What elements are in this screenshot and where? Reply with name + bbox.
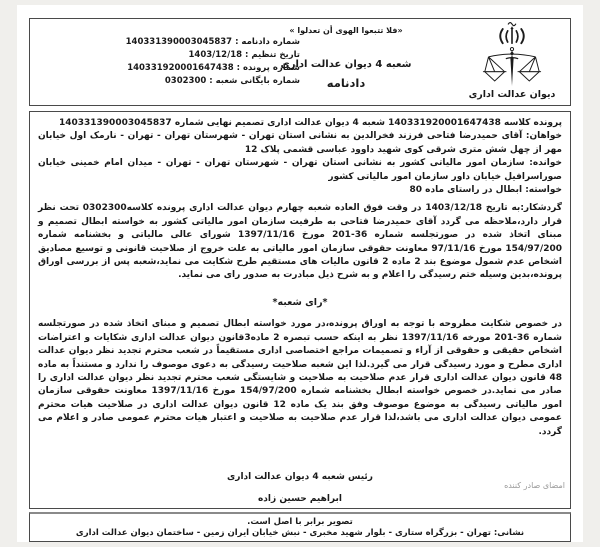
verdict-heading: *رای شعبه* [272, 296, 328, 308]
plaintiff-paragraph: خواهان: آقای حمیدرضا فتاحی فرزند فخرالدین به نشانی استان تهران - شهرستان تهران - تهران - نارمک اول خیابان مهر از چهل شش متری شرقی کوی شهید داوود عباسی قشمی پلاک 12 [38, 131, 562, 155]
footer-box [29, 512, 571, 542]
judgment-number-row [40, 36, 300, 49]
case-number-row [40, 62, 300, 75]
header-box [29, 18, 571, 106]
doc-type-title: دادنامه [326, 76, 366, 90]
issuer-signature-note: امضای صادر کننده [504, 480, 565, 490]
issue-date-row [40, 49, 300, 62]
archive-number-value: 0302300 [164, 76, 207, 86]
case-number-value: 140331920001647438 [127, 63, 234, 73]
issue-date-value: 1403/12/18 [188, 50, 243, 60]
signer-name: ابراهیم حسین زاده [257, 494, 342, 505]
court-emblem [460, 21, 564, 100]
main-box [29, 111, 571, 509]
case-number-label: شماره پرونده : [236, 63, 300, 73]
claim-line: خواسته: ابطال در راستای ماده 80 [409, 185, 562, 196]
defendant-paragraph: خوانده: سازمان امور مالیاتی کشور به نشانی استان تهران - شهرستان تهران - تهران - میدان امام خمینی خیابان صوراسرافیل خیابان داور سازمان امور مالیاتی کشور [38, 158, 562, 182]
judgment-number-value: 140331390003045837 [125, 37, 233, 47]
judgment-number-label: شماره دادنامه : [235, 37, 300, 47]
archive-number-label: شماره بایگانی شعبه : [209, 76, 300, 86]
archive-number-row [40, 75, 300, 88]
verdict-paragraph: در خصوص شکایت مطروحه با توجه به اوراق پرونده،در مورد خواسته ابطال تصمیم و مبنای اتخاذ شده در صورتجلسه شماره 36-201 مورخه 1397/11/16 نظر به اینکه حسب تبصره 2 ماده3قانون دیوان عدالت اداری شکایات و اعتراضات اشخاص حقیقی و حقوقی از آراء و تصمیمات مراجع اختصاصی اداری مستقیماً در شعب محترم تجدید نظر دیوان عدالت اداری مطرح و مورد رسیدگی قرار می گیرد.لذا این شعبه صلاحیت رسیدگی به دعوی موصوف را ندارد و مستنداً به ماده 48 قانون دیوان عدالت اداری قرار عدم صلاحیت به صلاحیت و شایستگی شعب محترم تجدید نظر دیوان عدالت اداری را صادر می نماید.در خصوص خواسته ابطال بخشنامه شماره 154/97/200 مورخ 1397/11/16 معاونت حقوقی سازمان امور مالیاتی رسیدگی به موضوع موصوف وفق بند یک ماده 12 قانون دیوان عدالت اداری در صلاحیت هیات محترم عمومی دیوان عدالت اداری می باشد،لذا قرار عدم صلاحیت به صلاحیت و اعتبار هیات محترم عمومی صادر و اعلام می گردد. [38, 319, 562, 437]
judgment-body [30, 112, 570, 508]
signer-title: رئیس شعبه 4 دیوان عدالت اداری [227, 471, 373, 482]
quran-quote: «فلا تتبعوا الهوی أن تعدلوا » [289, 26, 403, 35]
document-sheet [17, 5, 583, 542]
branch-title: شعبه 4 دیوان عدالت اداری [280, 59, 412, 70]
signature-block [38, 471, 562, 507]
emblem-caption: دیوان عدالت اداری [468, 89, 556, 100]
case-classification-line: پرونده کلاسه 140331920001647438 شعبه 4 دیوان عدالت اداری تصمیم نهایی شماره 140331390003045837 [58, 118, 562, 128]
court-address: نشانی: تهران - بزرگراه ستاری - بلوار شهید مخبری - نبش خیابان ایران زمین - ساختمان دیوان عدالت اداری [75, 528, 525, 538]
scales-of-justice-icon [472, 21, 552, 89]
issue-date-label: تاریخ تنظیم : [245, 50, 300, 60]
certified-copy-note: تصویر برابر با اصل است. [247, 517, 353, 527]
proceedings-paragraph: گردشکار:به تاریخ 1403/12/18 در وقت فوق العاده شعبه چهارم دیوان عدالت اداری پرونده کلاسه0302300 تحت نظر قرار دارد،ملاحظه می گردد آقای حمیدرضا فتاحی به طرفیت سازمان امور مالیاتی کشور به خواسته ابطال تصمیم و مبنای اتخاذ شده در صورتجلسه شماره 36-201 مورخ 1397/11/16 شورای عالی مالیاتی و بخشنامه شماره 154/97/200 مورخ 97/11/16 معاونت حقوقی سازمان امور مالیاتی به علت خروج از صلاحیت قانونی و توسیع مصادیق اشخاص عدم شمول موضوع بند 2 ماده 2 قانون مالیات های مستقیم طرح شکایت می نماید،شعبه پس از بررسی اوراق پرونده،بدین وسیله ختم رسیدگی را اعلام و به شرح ذیل مبادرت به صدور رای می نماید. [38, 203, 563, 281]
header-meta [40, 36, 300, 88]
